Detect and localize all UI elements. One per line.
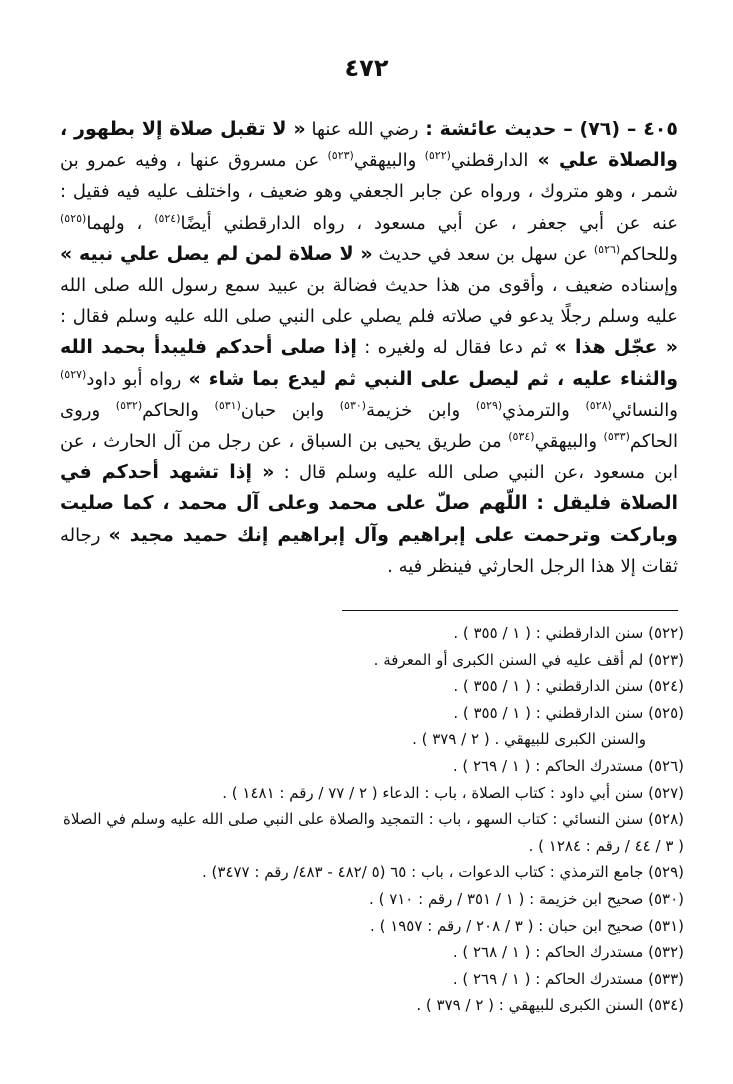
footnote-ref[interactable]: (٥٢٣) — [327, 149, 354, 163]
hadith-quote: « لا تقبل صلاة إلا بطهور ، والصلاة علي » — [60, 118, 678, 172]
footnotes-list — [60, 620, 684, 1019]
text-span: وإسناده ضعيف ، وأقوى من هذا حديث فضالة بن عبيد سمع رسول الله صلى الله عليه وسلم رجلًا يدعو في صلاته فلم يصلي على النبي صلى الله عليه وسلم فقال : — [60, 275, 678, 328]
text-span: والبيهقي — [534, 431, 604, 453]
footnote-item: والسنن الكبرى للبيهقي . ( ٢ / ٣٧٩ ) . — [412, 730, 646, 749]
text-span: عن سهل بن سعد في حديث — [372, 243, 594, 265]
text-span: والبيهقي — [353, 150, 425, 172]
footnote-ref[interactable]: (٥٢٤) — [154, 211, 181, 225]
text-span: وروى الحاكم — [60, 399, 679, 453]
footnote-ref[interactable]: (٥٣٣) — [603, 430, 630, 444]
text-span: رواه أبو داود — [86, 368, 189, 390]
footnote-ref[interactable]: (٥٢٥) — [60, 211, 87, 225]
hadith-quote: « لا صلاة لمن لم يصل علي نبيه » — [60, 242, 373, 265]
footnote-ref[interactable]: (٥٣١) — [214, 398, 241, 412]
footnote-item: (٥٢٥) سنن الدارقطني : ( ١ / ٣٥٥ ) . — [453, 703, 684, 722]
footnote-ref[interactable]: (٥٢٢) — [424, 149, 451, 163]
footnote-item: (٥٢٢) سنن الدارقطني : ( ١ / ٣٥٥ ) . — [453, 624, 684, 642]
text-span: وللحاكم — [620, 243, 678, 265]
text-span: الدارقطني — [450, 150, 529, 172]
footnote-item: (٥٢٩) جامع الترمذي : كتاب الدعوات ، باب : ٦٥ (٥ /٤٨٢ - ٤٨٣/ رقم : ٣٤٧٧) . — [202, 863, 684, 882]
text-span: والترمذي — [502, 399, 586, 421]
text-span: رجاله ثقات إلا هذا الرجل الحارثي فينظر فيه . — [60, 524, 678, 577]
footnote-item: (٥٢٦) مستدرك الحاكم : ( ١ / ٢٦٩ ) . — [452, 756, 684, 775]
text-span: عن مسروق عنها ، وفيه عمرو بن شمر ، وهو متروك ، ورواه عن جابر الجعفي وهو ضعيف ، واختلف عليه فيه فقيل : عنه عن أبي جعفر ، عن أبي مسعود ، رواه الدارقطني أيضًا — [60, 150, 678, 234]
text-span: ، ولهما — [86, 212, 155, 234]
footnote-item: (٥٣٠) صحيح ابن خزيمة : ( ١ / ٣٥١ / رقم : ٧١٠ ) . — [369, 889, 684, 908]
main-text — [60, 114, 678, 582]
text-span: والنسائي — [611, 399, 678, 421]
hadith-paragraph — [60, 114, 678, 582]
footnote-item: (٥٣١) صحيح ابن حبان : ( ٣ / ٢٠٨ / رقم : ١٩٥٧ ) . — [370, 916, 684, 935]
footnote-item: (٥٣٤) السنن الكبرى للبيهقي : ( ٢ / ٣٧٩ ) . — [416, 996, 684, 1015]
text-span: ثم دعا فقال له ولغيره : — [356, 337, 555, 359]
footnote-ref[interactable]: (٥٢٩) — [475, 398, 503, 412]
footnote-item: (٥٢٤) سنن الدارقطني : ( ١ / ٣٥٥ ) . — [453, 677, 684, 696]
footnote-ref[interactable]: (٥٢٦) — [593, 242, 621, 256]
text-span: رضي الله عنها — [305, 119, 419, 140]
footnote-divider — [342, 610, 678, 611]
footnote-item: (٥٢٧) سنن أبي داود : كتاب الصلاة ، باب : الدعاء ( ٢ / ٧٧ / رقم : ١٤٨١ ) . — [222, 783, 684, 802]
hadith-heading: ٤٠٥ – (٧٦) – حديث عائشة : — [418, 118, 678, 140]
text-span: وابن خزيمة — [366, 399, 476, 421]
footnote-ref[interactable]: (٥٣٢) — [115, 398, 143, 412]
footnote-ref[interactable]: (٥٢٨) — [585, 398, 612, 412]
footnote-item: (٥٢٨) سنن النسائي : كتاب السهو ، باب : التمجيد والصلاة على النبي صلى الله عليه وسلم في الصلاة ( ٣ / ٤٤ / رقم : ١٢٨٤ ) . — [62, 810, 684, 855]
hadith-quote: إذا صلى أحدكم فليبدأ بحمد الله والثناء عليه ، ثم ليصل على النبي ثم ليدع بما شاء » — [60, 336, 679, 390]
text-span: والحاكم — [142, 399, 215, 421]
footnote-ref[interactable]: (٥٣٤) — [508, 430, 535, 444]
text-span: من طريق يحيى بن السباق ، عن رجل من آل الحارث ، عن ابن مسعود ،عن النبي صلى الله عليه وسلم قال : — [60, 431, 678, 484]
text-span: وابن حبان — [240, 399, 340, 421]
footnote-ref[interactable]: (٥٣٠) — [339, 398, 367, 412]
hadith-quote: « إذا تشهد أحدكم في الصلاة فليقل : اللّهم صلّ على محمد وعلى آل محمد ، كما صليت وباركت وترحمت على إبراهيم وآل إبراهيم إنك حميد مجيد » — [60, 461, 678, 546]
footnote-item: (٥٣٢) مستدرك الحاكم : ( ١ / ٢٦٨ ) . — [452, 943, 684, 962]
footnote-item: (٥٣٣) مستدرك الحاكم : ( ١ / ٢٦٩ ) . — [452, 969, 684, 988]
footnote-ref[interactable]: (٥٢٧) — [60, 367, 87, 381]
footnote-item: (٥٢٣) لم أقف عليه في السنن الكبرى أو المعرفة . — [373, 650, 684, 669]
page-number: ٤٧٢ — [344, 54, 389, 82]
hadith-quote: « عجّل هذا » — [554, 336, 678, 359]
